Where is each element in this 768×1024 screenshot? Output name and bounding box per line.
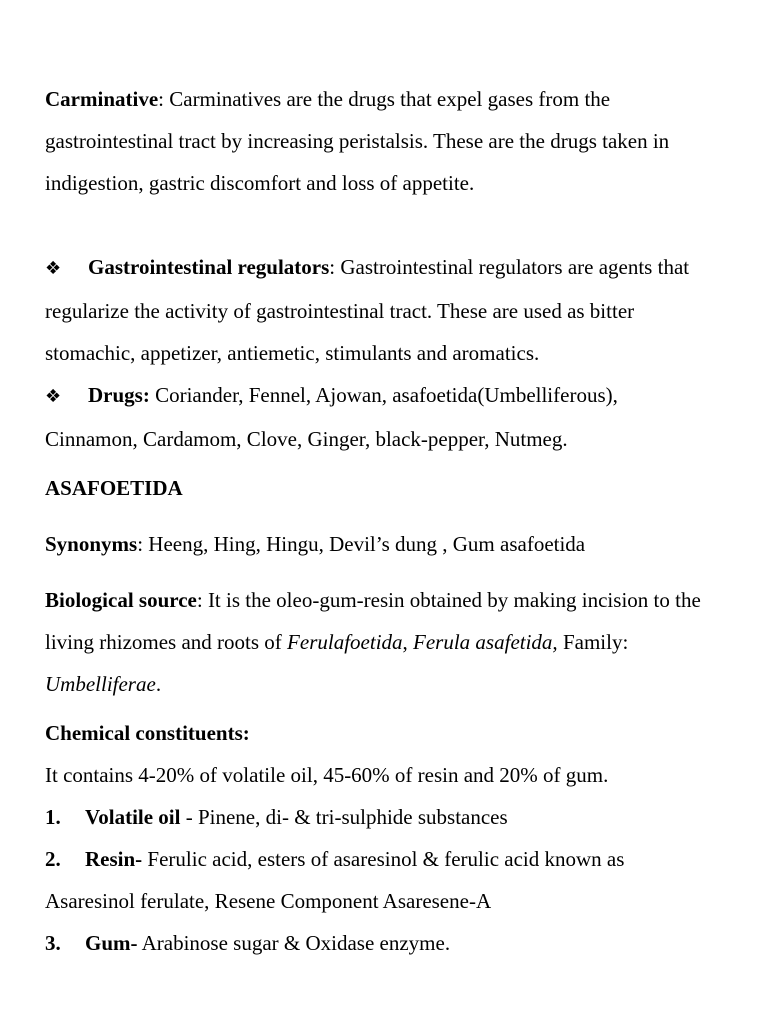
asafoetida-heading: ASAFOETIDA bbox=[45, 476, 183, 500]
carminative-term: Carminative bbox=[45, 87, 159, 111]
species-separator: , bbox=[402, 630, 414, 654]
constituent-item bbox=[45, 796, 715, 838]
item-number: 2. bbox=[45, 847, 61, 871]
chemical-constituents-heading: Chemical constituents: bbox=[45, 721, 250, 745]
chemical-constituents-intro: It contains 4-20% of volatile oil, 45-60% of resin and 20% of gum. bbox=[45, 763, 609, 787]
document-page bbox=[45, 78, 715, 964]
item-number: 3. bbox=[45, 931, 61, 955]
item-text: Arabinose sugar & Oxidase enzyme. bbox=[137, 931, 451, 955]
drugs-text: Coriander, Fennel, Ajowan, asafoetida(Umbelliferous), Cinnamon, Cardamom, Clove, Ginger, black-pepper, Nutmeg. bbox=[45, 383, 618, 451]
item-text: Ferulic acid, esters of asaresinol & ferulic acid known as Asaresinol ferulate, Resene Component Asaresene-A bbox=[45, 847, 625, 913]
carminative-text: : Carminatives are the drugs that expel gases from the gastrointestinal tract by increasing peristalsis. These are the drugs taken in indigestion, gastric discomfort and loss of appetite. bbox=[45, 87, 670, 195]
family-name: Umbelliferae bbox=[45, 672, 156, 696]
family-label: Family: bbox=[557, 630, 629, 654]
biological-source-term: Biological source bbox=[45, 588, 197, 612]
gi-regulators-term: Gastrointestinal regulators bbox=[88, 255, 330, 279]
gi-regulators-text: : Gastrointestinal regulators are agents that regularize the activity of gastrointestinal tract. These are used as bitter stomachic, appetizer, antiemetic, stimulants and aromatics. bbox=[45, 255, 690, 365]
item-text: - Pinene, di- & tri-sulphide substances bbox=[180, 805, 508, 829]
item-term: Resin- bbox=[85, 847, 143, 871]
biological-source-paragraph bbox=[45, 579, 715, 705]
species-name-1: Ferulafoetida bbox=[287, 630, 403, 654]
gi-regulators-paragraph bbox=[45, 246, 715, 374]
item-term: Volatile oil bbox=[85, 805, 181, 829]
species-name-2: Ferula asafetida, bbox=[413, 630, 558, 654]
drugs-term: Drugs: bbox=[88, 383, 150, 407]
diamond-bullet-icon: ❖ bbox=[45, 386, 62, 407]
synonyms-text: : Heeng, Hing, Hingu, Devil’s dung , Gum asafoetida bbox=[137, 532, 586, 556]
constituent-item bbox=[45, 838, 715, 922]
item-number: 1. bbox=[45, 805, 61, 829]
diamond-bullet-icon: ❖ bbox=[45, 258, 62, 279]
item-term: Gum- bbox=[85, 931, 138, 955]
synonyms-term: Synonyms bbox=[45, 532, 138, 556]
family-end: . bbox=[155, 672, 162, 696]
carminative-paragraph bbox=[45, 78, 715, 204]
synonyms-paragraph bbox=[45, 523, 715, 565]
constituent-item bbox=[45, 922, 715, 964]
drugs-paragraph bbox=[45, 374, 715, 460]
biological-source-text: : It is the oleo-gum-resin obtained by making incision to the living rhizomes and roots of bbox=[45, 588, 701, 654]
